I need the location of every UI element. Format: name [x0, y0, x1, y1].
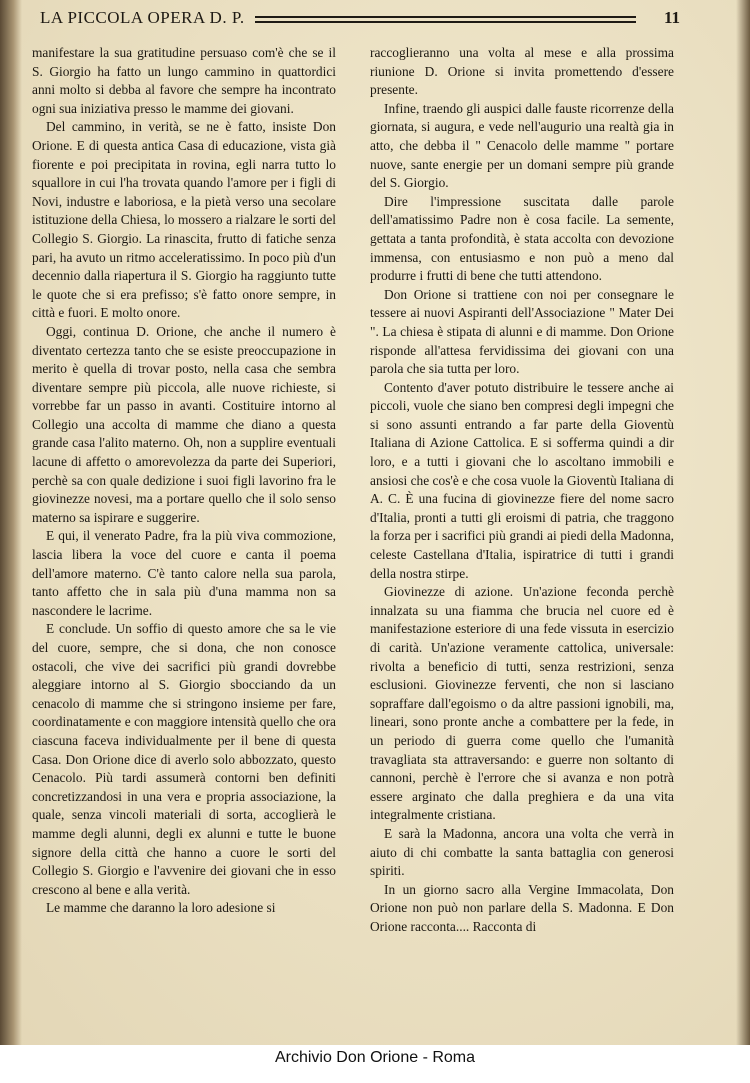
right-column: [370, 44, 674, 937]
paragraph: Dire l'impressione suscitata dalle parole dell'amatissimo Padre non è cosa facile. La semente, gettata a tanta profondità, è stata accolta con devozione immensa, con entusiasmo e non può a meno dal produrre i frutti di bene che tutti attendono.: [370, 193, 674, 284]
paragraph: Giovinezze di azione. Un'azione feconda perchè innalzata su una fiamma che brucia nel cuore ed è manifestazione esteriore di una fede vissuta in esercizio di carità. Un'azione veramente cattolica, universale: rivolta a beneficio di tutti, senza restrizioni, senza esclusioni. Giovinezze ferventi, che non si lasciano sopraffare dall'egoismo o da altre passioni ignobili, ma, lineari, sono pronte anche a combattere per la fede, in un periodo di guerra come quello che l'umanità travagliata sta attraversando: e guerre non soltanto di cannoni, perchè è l'errore che si avanza e non potrà essere arginato che dalla preghiera e da una vita integralmente cristiana.: [370, 584, 674, 823]
paragraph: Infine, traendo gli auspici dalle fauste ricorrenze della giornata, si augura, e vede nell'augurio una realtà gia in atto, che debba il " Cenacolo delle mamme " portare nuove, sante energie per un domani sempre più grande del S. Giorgio.: [370, 100, 674, 191]
paragraph: raccoglieranno una volta al mese e alla prossima riunione D. Orione si invita promettendo d'essere presente.: [370, 45, 674, 98]
paragraph: E sarà la Madonna, ancora una volta che verrà in aiuto di chi combatte la santa battaglia con generosi spiriti.: [370, 825, 674, 879]
paragraph: Don Orione si trattiene con noi per consegnare le tessere ai nuovi Aspiranti dell'Associazione " Mater Dei ". La chiesa è stipata di alunni e di mamme. Don Orione risponde all'attesa fervidissima dei giovani con una parola che sia tutta per loro.: [370, 286, 674, 377]
paragraph: Le mamme che daranno la loro adesione si: [46, 900, 276, 916]
paragraph: E conclude. Un soffio di questo amore che sa le vie del cuore, sempre, che si dona, che non conosce ostacoli, che vive dei sacrifici più grandi dovrebbe aleggiare intorno al S. Giorgio sbocciando da un cenacolo di mamme che si stringono insieme per fare, coordinatamente e con maggiore intensità quello che ora ciascuna faceva individualmente per il bene di questa Casa. Don Orione dice di averlo solo abbozzato, questo Cenacolo. Più tardi assumerà contorni ben definiti concretizzandosi in una vera e propria associazione, la quale, senza vincoli materiali di sorta, accoglierà le mamme degli alunni, degli ex alunni e tutte le buone signore della città che hanno a cuore le sorti del Collegio S. Giorgio e l'avvenire dei giovani che in esso crescono al bene e alla verità.: [32, 621, 336, 897]
running-header: [40, 6, 680, 32]
header-rule: [255, 16, 636, 23]
paragraph: In un giorno sacro alla Vergine Immacolata, Don Orione non può non parlare della S. Madonna. E Don Orione racconta.... Racconta di: [370, 881, 674, 934]
archive-caption: Archivio Don Orione - Roma: [274, 1049, 476, 1066]
paragraph: Del cammino, in verità, se ne è fatto, insiste Don Orione. E di questa antica Casa di educazione, vista già fiorente e poi precipitata in rovina, egli narra tutto lo squallore in cui l'ha trovata quando l'amore per i figli di Novi, industre e laboriosa, e la pietà verso una secolare istituzione della Chiesa, lo mossero a rialzare le sorti del Collegio S. Giorgio. La rinascita, frutto di fatiche senza pari, ha avuto un ritmo acceleratissimo. In poco più d'un decennio dalla riapertura il S. Giorgio ha raggiunto tutte le quote che si era prefisso; s'è fatto onore sempre, in città e fuori. E molto onore.: [32, 119, 336, 321]
page-number: 11: [663, 8, 680, 27]
page-binding-shadow: [0, 0, 22, 1045]
left-column: [32, 44, 336, 918]
page-edge-shadow: [736, 0, 750, 1045]
paragraph: E qui, il venerato Padre, fra la più viva commozione, lascia libera la voce del cuore e canta il poema dell'amore materno. C'è tanto calore nella sua parola, tanto affetto che in sala più d'una mamma non sa nascondere le lacrime.: [32, 528, 336, 618]
paragraph: manifestare la sua gratitudine persuaso com'è che se il S. Giorgio ha fatto un lungo cammino in quattordici anni molto si debba al favore che sempre ha incontrato ogni sua iniziativa presso le mamme dei giovani.: [32, 45, 336, 116]
paragraph: Contento d'aver potuto distribuire le tessere anche ai piccoli, vuole che siano ben compresi degli impegni che si sono assunti entrando a far parte della Gioventù Italiana di Azione Cattolica. E si sofferma quindi a dir loro, e a tutti i giovani che lo ascoltano immobili e ansiosi che cos'è e che cosa vuole la Gioventù Italiana di A. C. È una fucina di giovinezze fiere del nome sacro d'Italia, pronti a tutti gli eroismi di patria, che traggono la forza per i sacrifici più grandi ai piedi della Madonna, celeste Castellana d'Italia, ispiratrice di tutti i grandi della nostra stirpe.: [370, 379, 674, 581]
paragraph: Oggi, continua D. Orione, che anche il numero è diventato certezza tanto che se esiste preoccupazione in merito è quella di trovar posto, nella casa che sembra diventare sempre più piccola, alle nuove richieste, si vorrebbe far un passo in avanti. Costituire intorno al Collegio una accolta di mamme che diano a questa grande casa l'alito materno. Oh, non a supplire eventuali lacune di affetto o amorevolezza da parte dei Superiori, perchè sa con quale dedizione i suoi figli lavorino fra le giovinezze novesi, ma a portare quello che il solo senso materno sa ispirare e suggerire.: [32, 323, 336, 525]
header-title: LA PICCOLA OPERA D. P.: [40, 8, 245, 27]
